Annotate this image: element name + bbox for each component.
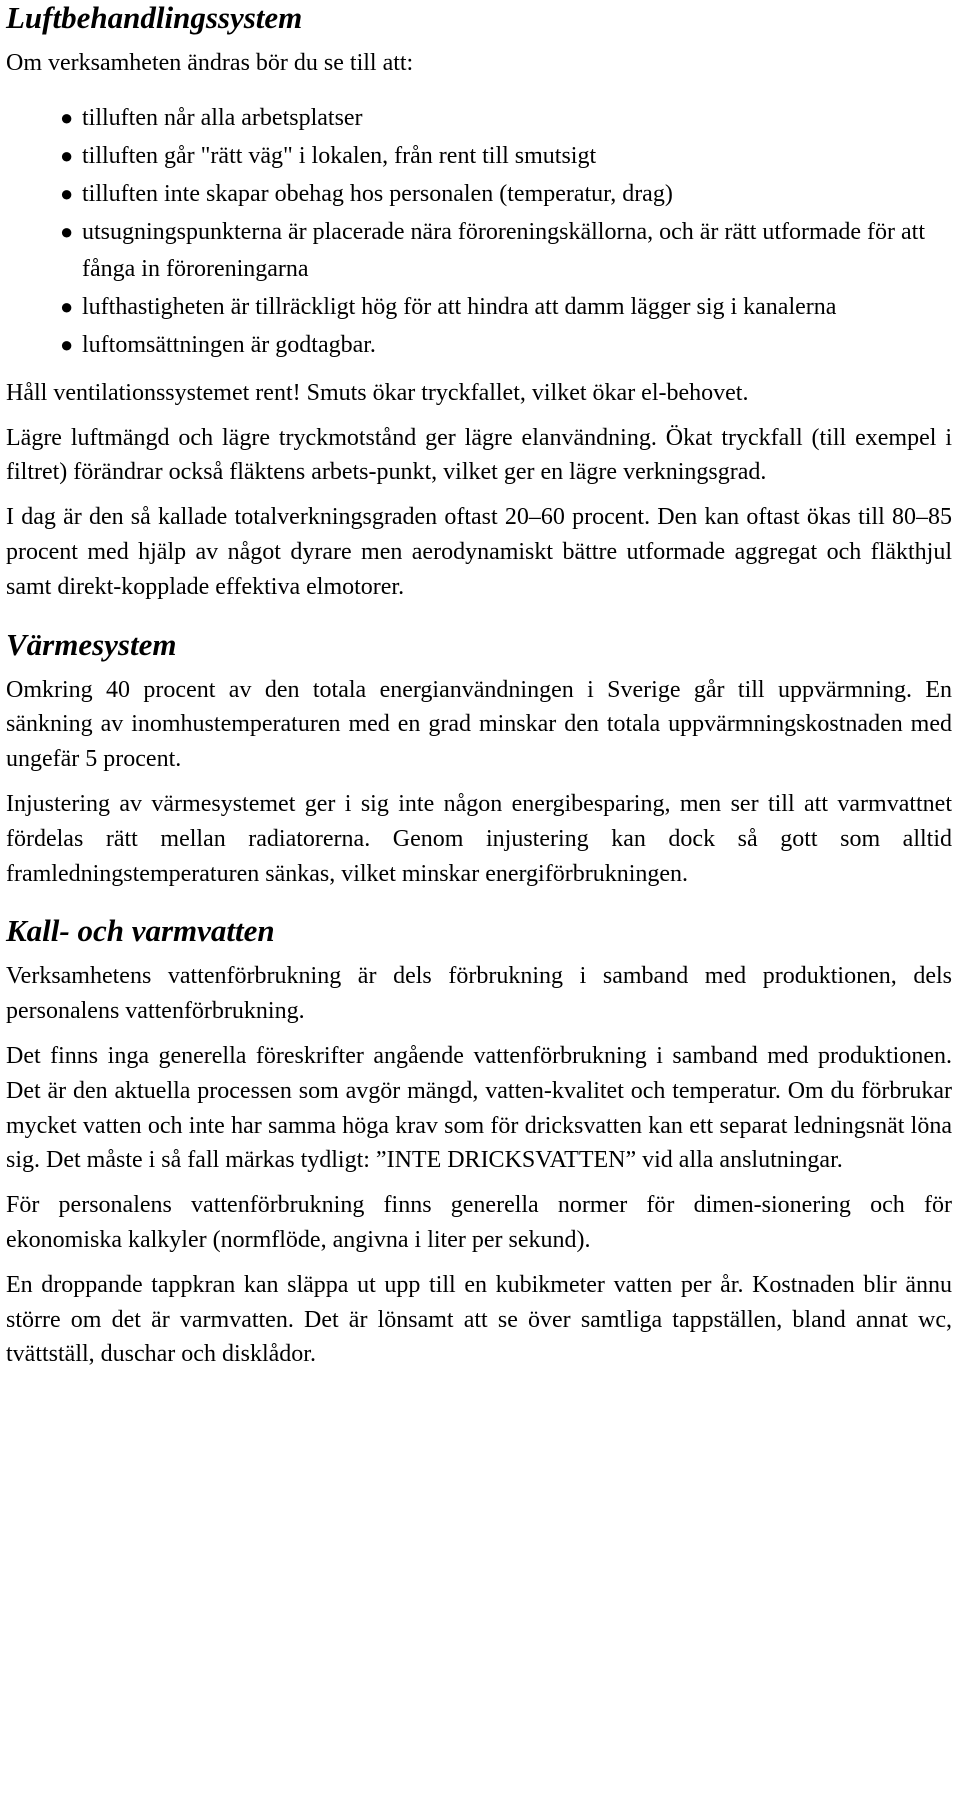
paragraph: Lägre luftmängd och lägre tryckmotstånd ger lägre elanvändning. Ökat tryckfall (till exempel i filtret) förändrar också fläktens arbets-punkt, vilket ger en lägre verkningsgrad.: [6, 424, 952, 486]
list-item: ● utsugningspunkterna är placerade nära föroreningskällorna, och är rätt utformade för att fånga in föroreningarna: [46, 213, 952, 288]
bullet-icon: ●: [60, 104, 74, 130]
list-item: ● tilluften når alla arbetsplatser: [46, 99, 952, 137]
bullet-icon: ●: [60, 142, 74, 168]
section-heading-kall-och-varmvatten: Kall- och varmvatten: [6, 913, 275, 949]
paragraph: Verksamhetens vattenförbrukning är dels förbrukning i samband med produktionen, dels personalens vattenförbrukning.: [6, 963, 952, 1025]
bullet-icon: ●: [60, 180, 74, 206]
paragraph: Det finns inga generella föreskrifter angående vattenförbrukning i samband med produktionen. Det är den aktuella processen som avgör mängd, vatten-kvalitet och temperatur. Om du förbrukar mycket vatten och inte har samma höga krav som för dricksvatten kan ett separat ledningsnät löna sig. Det måste i så fall märkas tydligt: ”INTE DRICKSVATTEN” vid alla anslutningar.: [6, 1042, 952, 1174]
paragraph: I dag är den så kallade totalverkningsgraden oftast 20–60 procent. Den kan oftast ökas till 80–85 procent med hjälp av något dyrare men aerodynamiskt bättre utformade aggregat och fläkthjul samt direkt-kopplade effektiva elmotorer.: [6, 504, 952, 600]
bullet-icon: ●: [60, 331, 74, 357]
list-item: ● tilluften går "rätt väg" i lokalen, från rent till smutsigt: [46, 137, 952, 175]
paragraph: Håll ventilationssystemet rent! Smuts ökar tryckfallet, vilket ökar el-behovet.: [6, 379, 749, 406]
bullet-icon: ●: [60, 218, 74, 244]
bullet-icon: ●: [60, 293, 74, 319]
paragraph: För personalens vattenförbrukning finns generella normer för dimen-sionering och för ekonomiska kalkyler (normflöde, angivna i liter per sekund).: [6, 1192, 952, 1253]
paragraph: Omkring 40 procent av den totala energianvändningen i Sverige går till uppvärmning. En sänkning av inomhustemperaturen med en grad minskar den totala uppvärmningskostnaden med ungefär 5 procent.: [6, 676, 952, 773]
section-heading-varmesystem: Värmesystem: [6, 626, 177, 662]
list-item: ● lufthastigheten är tillräckligt hög för att hindra att damm lägger sig i kanalerna: [46, 288, 952, 326]
list-item: ● luftomsättningen är godtagbar.: [46, 326, 952, 364]
paragraph-intro: Om verksamheten ändras bör du se till att:: [6, 50, 414, 76]
bullet-list: [6, 99, 952, 364]
paragraph: En droppande tappkran kan släppa ut upp till en kubikmeter vatten per år. Kostnaden blir ännu större om det är varmvatten. Det är lönsamt att se över samtliga tappställen, bland annat wc, tvättställ, duschar och disklådor.: [6, 1271, 952, 1368]
list-item: ● tilluften inte skapar obehag hos personalen (temperatur, drag): [46, 175, 952, 213]
paragraph: Injustering av värmesystemet ger i sig inte någon energibesparing, men ser till att varmvattnet fördelas rätt mellan radiatorerna. Genom injustering kan dock så gott som alltid framledningstemperaturen sänkas, vilket minskar energiförbrukningen.: [6, 790, 952, 887]
section-heading-luftbehandlingssystem: Luftbehandlingssystem: [6, 0, 303, 35]
